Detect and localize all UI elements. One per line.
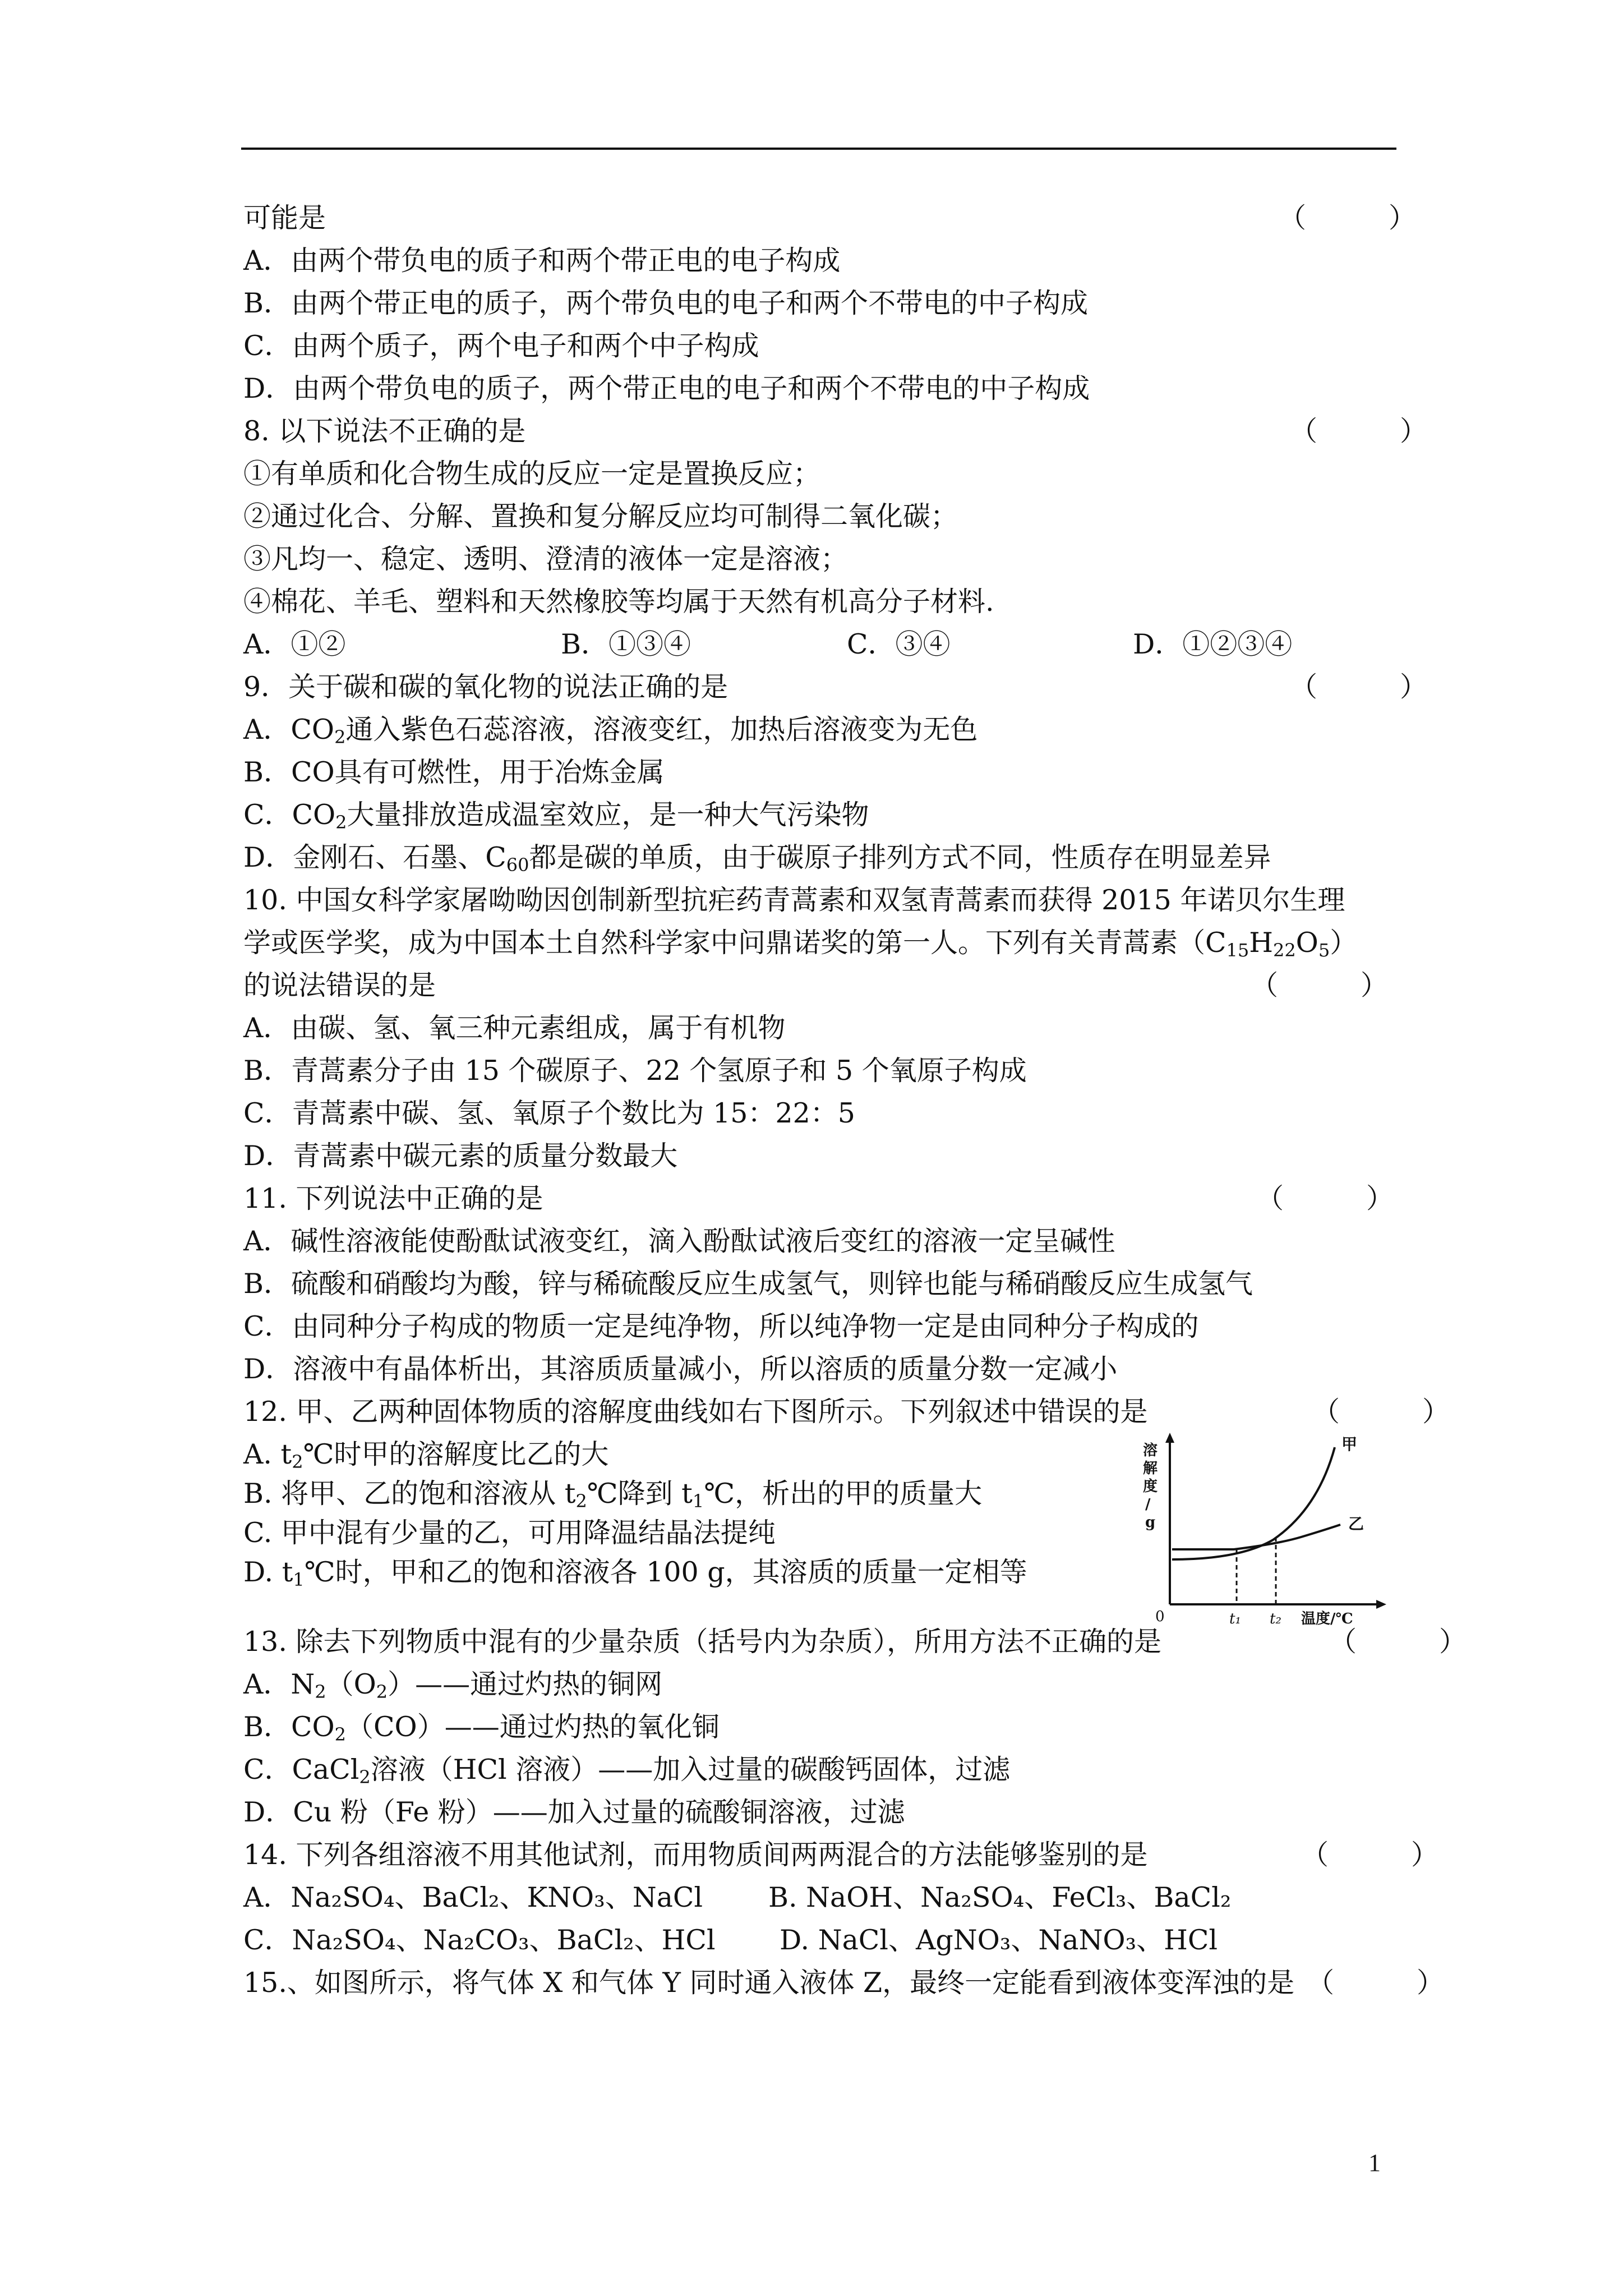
q12-option-b: B. 将甲、乙的饱和溶液从 $t_2℃$降到 $t_1℃$，析出的甲的质量大 [243, 1478, 983, 1512]
q9-option-b: B．CO具有可燃性，用于冶炼金属 [243, 756, 665, 788]
q8-statement-1: ①有单质和化合物生成的反应一定是置换反应； [243, 458, 821, 490]
q9-option-a: A．$CO_2$通入紫色石蕊溶液，溶液变红，加热后溶液变为无色 [243, 714, 978, 748]
q7-stem-end: 可能是 [243, 202, 326, 234]
y-axis-arrow [1165, 1433, 1174, 1443]
q8-option-c: C．③④ [847, 628, 951, 660]
q13-option-a: A．$N_2(O_2)——$通过灼热的铜网 [243, 1668, 663, 1703]
y-label-char-2: 解 [1143, 1460, 1158, 1477]
solubility-curve-figure [1133, 1430, 1396, 1632]
q12-option-d: D. $t_1℃$时，甲和乙的饱和溶液各 100 g，其溶质的质量一定相等 [243, 1556, 1027, 1590]
q8-option-b: B．①③④ [561, 628, 691, 660]
page-number: 1 [1368, 2149, 1381, 2177]
q9-answer-paren: （ ） [1290, 671, 1428, 703]
curve-yi [1172, 1525, 1340, 1549]
y-label-char-5: g [1145, 1514, 1156, 1531]
q7-option-c: C．由两个质子，两个电子和两个中子构成 [243, 330, 759, 362]
q13-option-c: C．CaCl$_2$溶液（HCl 溶液）——加入过量的碳酸钙固体，过滤 [243, 1754, 1011, 1788]
origin-label: 0 [1155, 1608, 1165, 1625]
q15-answer-paren: （ ） [1307, 1967, 1445, 1999]
header-rule [241, 148, 1396, 150]
t2-label: t₂ [1270, 1611, 1281, 1627]
q13-option-b: B．$CO_2(CO)——$通过灼热的氧化铜 [243, 1711, 720, 1745]
q10-stem-line-1: 10. 中国女科学家屠呦呦因创制新型抗疟药青蒿素和双氢青蒿素而获得 2015 年诺贝尔生理 [243, 884, 1345, 916]
q8-option-d: D．①②③④ [1133, 628, 1293, 660]
q13-option-d: D．Cu 粉（Fe 粉）——加入过量的硫酸铜溶液，过滤 [243, 1796, 905, 1828]
q11-option-a: A．碱性溶液能使酚酞试液变红，滴入酚酞试液后变红的溶液一定呈碱性 [243, 1225, 1115, 1257]
q10-option-c: C．青蒿素中碳、氢、氧原子个数比为 15：22：5 [243, 1097, 855, 1129]
x-label: 温度/℃ [1301, 1611, 1353, 1627]
q9-option-d: D．金刚石、石墨、$C_{60}$都是碳的单质，由于碳原子排列方式不同，性质存在明显差异 [243, 841, 1271, 876]
q10-option-a: A．由碳、氢、氧三种元素组成，属于有机物 [243, 1012, 786, 1044]
q14-option-b: B. NaOH、Na₂SO₄、FeCl₃、BaCl₂ [768, 1881, 1232, 1913]
q11-option-c: C．由同种分子构成的物质一定是纯净物，所以纯净物一定是由同种分子构成的 [243, 1310, 1199, 1342]
q7-option-d: D．由两个带负电的质子，两个带正电的电子和两个不带电的中子构成 [243, 372, 1090, 404]
y-label-char-1: 溶 [1143, 1442, 1158, 1459]
q12-answer-paren: （ ） [1312, 1396, 1450, 1428]
q14-option-a: A．Na₂SO₄、BaCl₂、KNO₃、NaCl [243, 1881, 703, 1913]
y-label-char-3: 度 [1143, 1478, 1158, 1495]
q13-stem: 13. 除去下列物质中混有的少量杂质（括号内为杂质），所用方法不正确的是 [243, 1626, 1162, 1658]
q8-statement-4: ④棉花、羊毛、塑料和天然橡胶等均属于天然有机高分子材料. [243, 586, 994, 618]
q12-stem: 12. 甲、乙两种固体物质的溶解度曲线如右下图所示。下列叙述中错误的是 [243, 1396, 1148, 1428]
q10-option-d: D．青蒿素中碳元素的质量分数最大 [243, 1140, 678, 1172]
q9-stem: 9．关于碳和碳的氧化物的说法正确的是 [243, 671, 728, 703]
q7-option-a: A．由两个带负电的质子和两个带正电的电子构成 [243, 245, 841, 277]
q15-stem: 15.、如图所示，将气体 X 和气体 Y 同时通入液体 Z，最终一定能看到液体变浑浊的是 [243, 1967, 1295, 1999]
q13-answer-paren: （ ） [1329, 1626, 1467, 1658]
q11-answer-paren: （ ） [1256, 1182, 1394, 1214]
q7-option-b: B．由两个带正电的质子，两个带负电的电子和两个不带电的中子构成 [243, 287, 1089, 319]
q10-answer-paren: （ ） [1251, 969, 1389, 1001]
q10-stem-line-3: 的说法错误的是 [243, 969, 436, 1001]
q14-answer-paren: （ ） [1301, 1839, 1439, 1871]
q12-option-a: A. $t_2℃$时甲的溶解度比乙的大 [243, 1438, 609, 1473]
q11-option-d: D．溶液中有晶体析出，其溶质质量减小，所以溶质的质量分数一定减小 [243, 1353, 1118, 1385]
curve-yi-label: 乙 [1348, 1515, 1364, 1533]
q10-stem-line-2: 学或医学奖，成为中国本土自然科学家中问鼎诺奖的第一人。下列有关青蒿素$(C_{15}H_{22}O_5)$ [243, 927, 1358, 961]
curve-jia-label: 甲 [1341, 1435, 1358, 1453]
curve-jia [1172, 1447, 1335, 1559]
q11-option-b: B．硫酸和硝酸均为酸，锌与稀硫酸反应生成氢气，则锌也能与稀硝酸反应生成氢气 [243, 1268, 1253, 1300]
q8-stem: 8. 以下说法不正确的是 [243, 415, 526, 447]
q7-answer-paren: （ ） [1279, 202, 1417, 234]
y-label-char-4: / [1145, 1496, 1151, 1513]
q8-answer-paren: （ ） [1290, 415, 1428, 447]
q11-stem: 11. 下列说法中正确的是 [243, 1182, 543, 1214]
q10-option-b: B．青蒿素分子由 15 个碳原子、22 个氢原子和 5 个氧原子构成 [243, 1055, 1027, 1087]
q8-statement-2: ②通过化合、分解、置换和复分解反应均可制得二氧化碳； [243, 500, 958, 532]
q14-stem: 14. 下列各组溶液不用其他试剂，而用物质间两两混合的方法能够鉴别的是 [243, 1839, 1148, 1871]
q8-option-a: A．①② [243, 628, 346, 660]
x-axis-arrow [1376, 1600, 1386, 1609]
q8-statement-3: ③凡均一、稳定、透明、澄清的液体一定是溶液； [243, 543, 849, 575]
t1-label: t₁ [1229, 1611, 1241, 1627]
q14-option-c: C．Na₂SO₄、Na₂CO₃、BaCl₂、HCl [243, 1924, 716, 1956]
q14-option-d: D. NaCl、AgNO₃、NaNO₃、HCl [780, 1924, 1218, 1956]
q12-option-c: C. 甲中混有少量的乙，可用降温结晶法提纯 [243, 1517, 776, 1549]
q9-option-c: C．$CO_2$大量排放造成温室效应，是一种大气污染物 [243, 799, 869, 833]
